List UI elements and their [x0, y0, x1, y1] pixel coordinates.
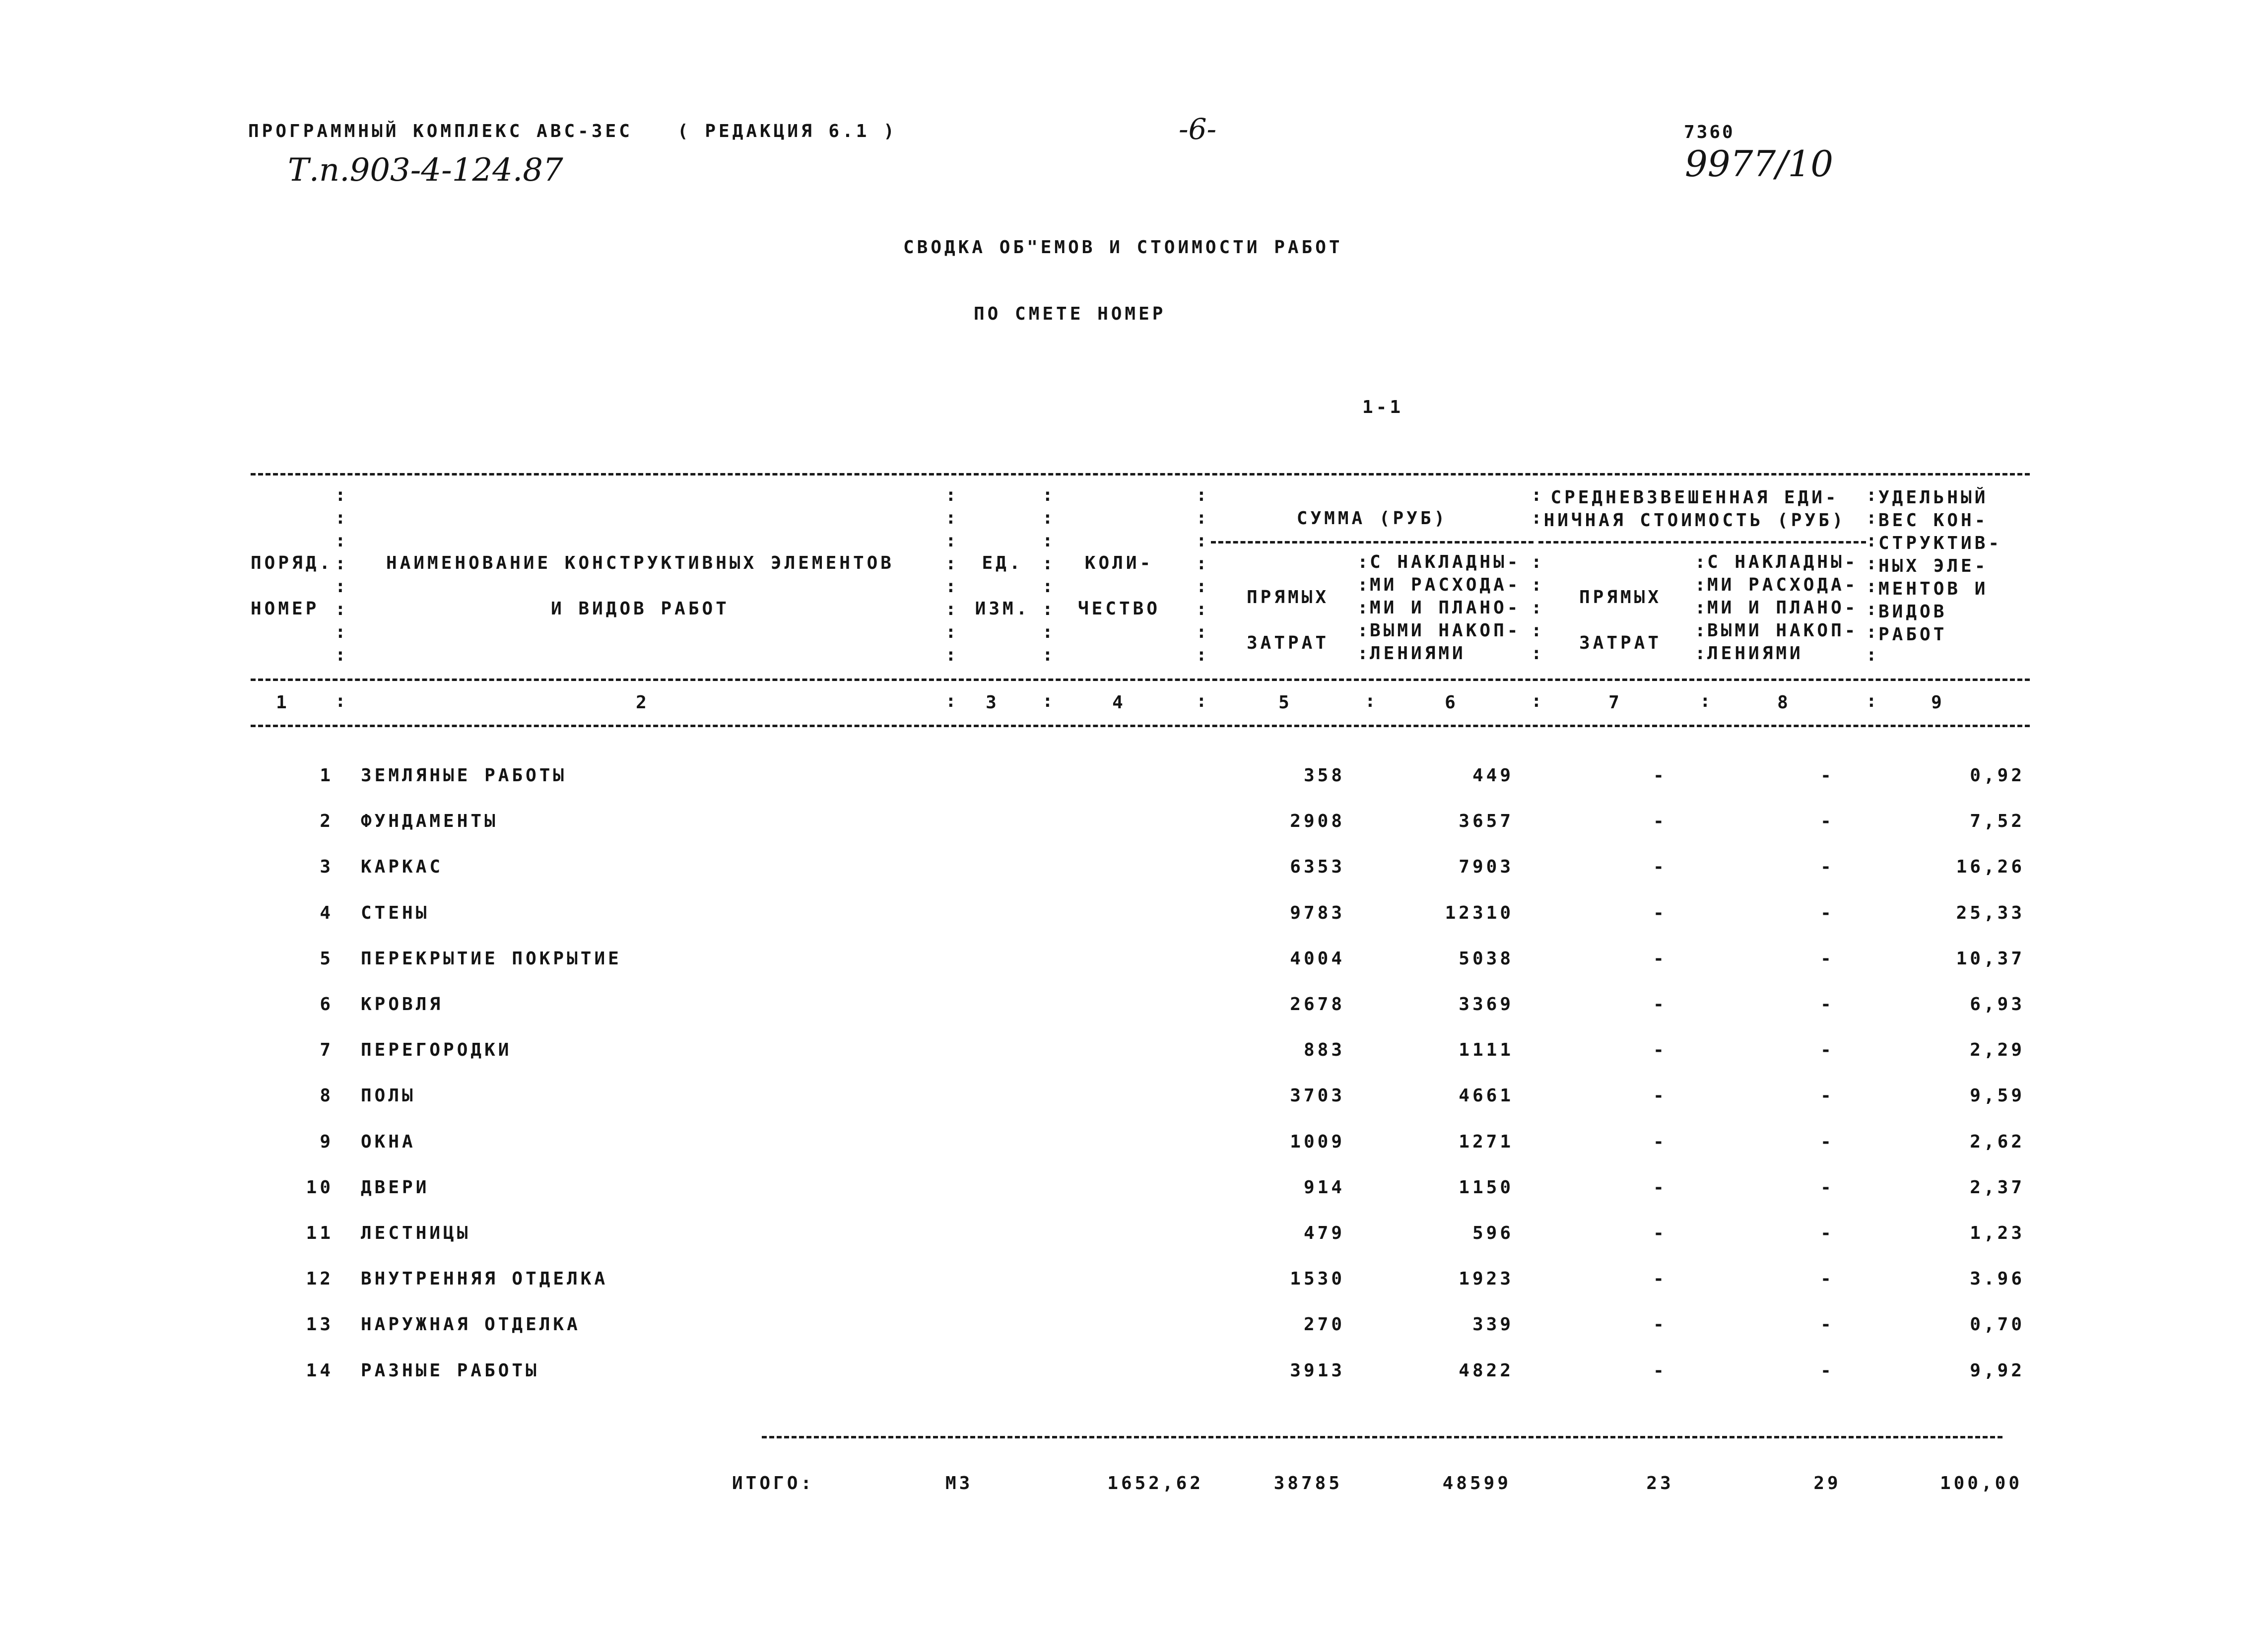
row-number: 12	[306, 1269, 334, 1290]
row-weighted-direct: -	[1653, 994, 1667, 1015]
row-number: 9	[320, 1131, 334, 1152]
header-sum-group: СУММА (РУБ)	[1296, 508, 1448, 529]
row-weighted-overhead: -	[1820, 1086, 1834, 1106]
col-separator: :	[1866, 691, 1877, 711]
row-name: ЗЕМЛЯНЫЕ РАБОТЫ	[361, 765, 567, 786]
total-label: ИТОГО:	[732, 1473, 815, 1494]
row-weighted-direct: -	[1653, 1360, 1667, 1381]
column-number: 7	[1608, 692, 1622, 713]
doc-ref: 9977/10	[1685, 143, 1834, 185]
row-weighted-overhead: -	[1820, 948, 1834, 969]
col-separator: : : : : : : : :	[1866, 485, 1877, 665]
column-number: 2	[636, 692, 650, 713]
total-unit: М3	[945, 1473, 973, 1494]
row-share: 9,92	[1970, 1360, 2025, 1381]
estimate-number: 1-1	[1362, 397, 1404, 417]
col-separator: : : : : : : : :	[945, 485, 956, 665]
program-name: ПРОГРАММНЫЙ КОМПЛЕКС АВС-ЗЕС	[248, 121, 633, 141]
col-separator: : : : : : : : :	[335, 485, 346, 665]
column-number: 3	[986, 692, 1000, 713]
row-share: 25,33	[1956, 902, 2025, 923]
row-weighted-direct: -	[1653, 902, 1667, 923]
row-number: 8	[320, 1086, 334, 1106]
row-overhead-costs: 12310	[1445, 902, 1514, 923]
row-direct-costs: 883	[1303, 1040, 1345, 1061]
row-number: 6	[320, 994, 334, 1015]
row-number: 5	[320, 948, 334, 969]
row-direct-costs: 270	[1303, 1314, 1345, 1335]
row-weighted-overhead: -	[1820, 1314, 1834, 1335]
row-name: ПЕРЕГОРОДКИ	[361, 1040, 512, 1061]
row-number: 4	[320, 902, 334, 923]
col-separator: :	[1531, 691, 1542, 711]
row-weighted-direct: -	[1653, 1131, 1667, 1152]
header-specific-weight: УДЕЛЬНЫЙ ВЕС КОН- СТРУКТИВ- НЫХ ЭЛЕ- МЕНТОВ И ВИДОВ РАБОТ	[1878, 487, 2002, 645]
column-number: 9	[1931, 692, 1945, 713]
col-separator: : :	[1531, 485, 1542, 528]
document-subtitle: ПО СМЕТЕ НОМЕР	[974, 304, 1166, 324]
row-number: 3	[320, 857, 334, 878]
row-direct-costs: 9783	[1290, 902, 1345, 923]
row-number: 1	[320, 765, 334, 786]
row-share: 2,29	[1970, 1040, 2025, 1061]
col-separator: :	[1700, 691, 1711, 711]
row-name: ВНУТРЕННЯЯ ОТДЕЛКА	[361, 1269, 608, 1290]
row-direct-costs: 914	[1303, 1177, 1345, 1198]
row-weighted-overhead: -	[1820, 811, 1834, 832]
row-weighted-direct: -	[1653, 1269, 1667, 1290]
row-overhead-costs: 4661	[1459, 1086, 1514, 1106]
column-number: 6	[1445, 692, 1459, 713]
row-weighted-overhead: -	[1820, 1269, 1834, 1290]
col-separator: :	[1196, 691, 1207, 711]
header-unit: ЕД. ИЗМ.	[975, 553, 1030, 619]
weighted-group-rule	[1538, 541, 1866, 543]
col-separator: : : : : : : : :	[1042, 485, 1053, 665]
row-share: 9,59	[1970, 1086, 2025, 1106]
row-direct-costs: 358	[1303, 765, 1345, 786]
row-number: 13	[306, 1314, 334, 1335]
document-title: СВОДКА ОБ"ЕМОВ И СТОИМОСТИ РАБОТ	[903, 237, 1343, 258]
row-overhead-costs: 449	[1472, 765, 1514, 786]
row-direct-costs: 2908	[1290, 811, 1345, 832]
row-weighted-direct: -	[1653, 811, 1667, 832]
row-weighted-overhead: -	[1820, 902, 1834, 923]
row-name: РАЗНЫЕ РАБОТЫ	[361, 1360, 539, 1381]
row-weighted-direct: -	[1653, 1086, 1667, 1106]
header-name: НАИМЕНОВАНИЕ КОНСТРУКТИВНЫХ ЭЛЕМЕНТОВ И ВИДОВ РАБОТ	[386, 553, 894, 619]
row-name: НАРУЖНАЯ ОТДЕЛКА	[361, 1314, 581, 1335]
row-direct-costs: 3703	[1290, 1086, 1345, 1106]
row-number: 10	[306, 1177, 334, 1198]
total-direct: 38785	[1273, 1473, 1342, 1494]
row-overhead-costs: 1271	[1459, 1131, 1514, 1152]
row-overhead-costs: 3369	[1459, 994, 1514, 1015]
total-weighted-direct: 23	[1646, 1473, 1674, 1494]
column-numbers-rule	[251, 725, 2030, 727]
col-separator: : : : : :	[1357, 552, 1368, 664]
header-quantity: КОЛИ- ЧЕСТВО	[1077, 553, 1161, 619]
row-name: ЛЕСТНИЦЫ	[361, 1223, 471, 1243]
row-overhead-costs: 596	[1472, 1223, 1514, 1243]
row-weighted-direct: -	[1653, 1314, 1667, 1335]
sum-group-rule	[1211, 541, 1534, 543]
row-overhead-costs: 1150	[1459, 1177, 1514, 1198]
row-weighted-overhead: -	[1820, 1177, 1834, 1198]
total-share: 100,00	[1939, 1473, 2022, 1494]
code-top: 7360	[1684, 122, 1735, 142]
row-overhead-costs: 1923	[1459, 1269, 1514, 1290]
edition-label: ( РЕДАКЦИЯ 6.1 )	[677, 121, 897, 141]
row-name: ФУНДАМЕНТЫ	[361, 811, 498, 832]
page-number: -6-	[1179, 112, 1217, 146]
header-direct-costs: ПРЯМЫХ ЗАТРАТ	[1246, 587, 1330, 653]
row-overhead-costs: 4822	[1459, 1360, 1514, 1381]
col-separator: :	[945, 691, 956, 711]
row-share: 0,70	[1970, 1314, 2025, 1335]
row-overhead-costs: 5038	[1459, 948, 1514, 969]
row-share: 1,23	[1970, 1223, 2025, 1243]
row-name: ДВЕРИ	[361, 1177, 430, 1198]
row-overhead-costs: 3657	[1459, 811, 1514, 832]
total-rule	[762, 1436, 2002, 1438]
row-weighted-direct: -	[1653, 1177, 1667, 1198]
row-overhead-costs: 1111	[1459, 1040, 1514, 1061]
total-quantity: 1652,62	[1107, 1473, 1203, 1494]
row-share: 2,62	[1970, 1131, 2025, 1152]
row-direct-costs: 4004	[1290, 948, 1345, 969]
column-number: 4	[1112, 692, 1126, 713]
row-direct-costs: 1009	[1290, 1131, 1345, 1152]
row-weighted-direct: -	[1653, 948, 1667, 969]
column-number: 1	[276, 692, 290, 713]
row-weighted-direct: -	[1653, 1223, 1667, 1243]
row-name: КАРКАС	[361, 857, 444, 878]
row-direct-costs: 2678	[1290, 994, 1345, 1015]
row-weighted-direct: -	[1653, 857, 1667, 878]
row-share: 7,52	[1970, 811, 2025, 832]
row-weighted-overhead: -	[1820, 1040, 1834, 1061]
col-separator: :	[1042, 691, 1053, 711]
row-number: 11	[306, 1223, 334, 1243]
row-overhead-costs: 7903	[1459, 857, 1514, 878]
column-number: 5	[1278, 692, 1292, 713]
header-bottom-rule	[251, 679, 2030, 681]
row-number: 14	[306, 1360, 334, 1381]
row-weighted-overhead: -	[1820, 1223, 1834, 1243]
row-weighted-overhead: -	[1820, 765, 1834, 786]
row-overhead-costs: 339	[1472, 1314, 1514, 1335]
row-weighted-overhead: -	[1820, 1360, 1834, 1381]
row-share: 2,37	[1970, 1177, 2025, 1198]
row-weighted-direct: -	[1653, 765, 1667, 786]
header-weighted-group: СРЕДНЕВЗВЕШЕННАЯ ЕДИ- НИЧНАЯ СТОИМОСТЬ (РУБ)	[1543, 487, 1846, 531]
header-weighted-direct: ПРЯМЫХ ЗАТРАТ	[1579, 587, 1662, 653]
row-name: ПЕРЕКРЫТИЕ ПОКРЫТИЕ	[361, 948, 622, 969]
row-name: ОКНА	[361, 1131, 416, 1152]
header-with-overheads: С НАКЛАДНЫ- МИ РАСХОДА- МИ И ПЛАНО- ВЫМИ НАКОП- ЛЕНИЯМИ	[1370, 552, 1521, 664]
row-share: 16,26	[1956, 857, 2025, 878]
row-number: 2	[320, 811, 334, 832]
row-weighted-overhead: -	[1820, 857, 1834, 878]
row-name: КРОВЛЯ	[361, 994, 444, 1015]
col-separator: :	[1365, 691, 1376, 711]
row-share: 10,37	[1956, 948, 2025, 969]
col-separator: :	[335, 691, 346, 711]
row-weighted-direct: -	[1653, 1040, 1667, 1061]
row-number: 7	[320, 1040, 334, 1061]
total-overhead: 48599	[1442, 1473, 1511, 1494]
column-number: 8	[1777, 692, 1791, 713]
row-name: СТЕНЫ	[361, 902, 430, 923]
row-direct-costs: 479	[1303, 1223, 1345, 1243]
row-weighted-overhead: -	[1820, 994, 1834, 1015]
row-share: 6,93	[1970, 994, 2025, 1015]
header-weighted-overheads: С НАКЛАДНЫ- МИ РАСХОДА- МИ И ПЛАНО- ВЫМИ НАКОП- ЛЕНИЯМИ	[1707, 552, 1859, 664]
table-top-rule	[251, 473, 2030, 475]
total-weighted-overhead: 29	[1813, 1473, 1841, 1494]
row-share: 3.96	[1970, 1269, 2025, 1290]
row-share: 0,92	[1970, 765, 2025, 786]
row-weighted-overhead: -	[1820, 1131, 1834, 1152]
col-separator: : : : : :	[1531, 552, 1542, 664]
project-ref: Т.п.903-4-124.87	[288, 152, 563, 189]
row-direct-costs: 6353	[1290, 857, 1345, 878]
row-direct-costs: 3913	[1290, 1360, 1345, 1381]
row-direct-costs: 1530	[1290, 1269, 1345, 1290]
col-separator: : : : : : : : :	[1196, 485, 1207, 665]
col-separator: : : : : :	[1695, 552, 1706, 664]
row-name: ПОЛЫ	[361, 1086, 416, 1106]
header-order-number: ПОРЯД. НОМЕР	[251, 553, 334, 619]
